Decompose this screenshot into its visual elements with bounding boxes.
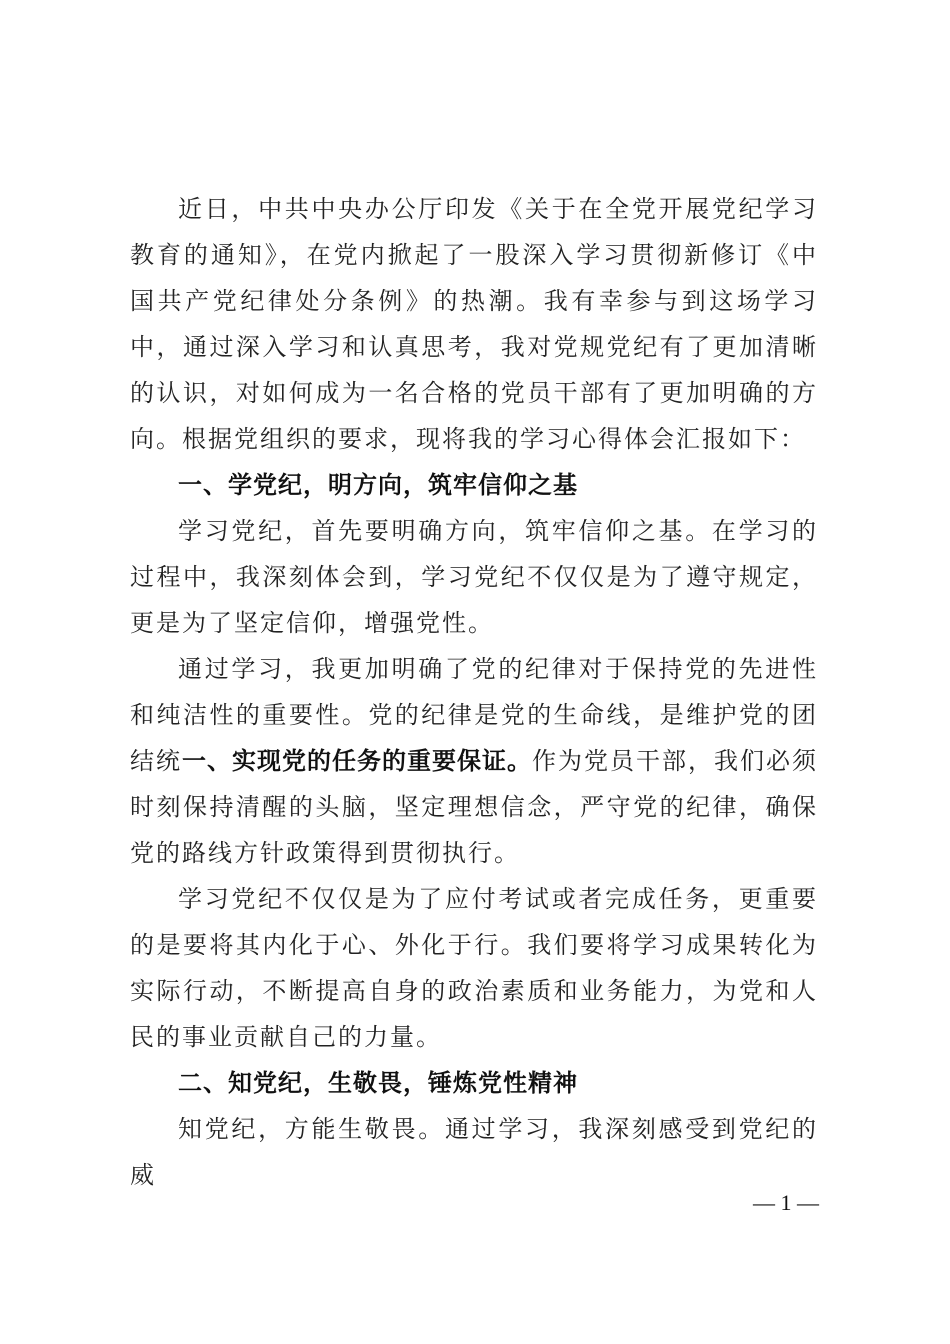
page-number: — 1 —: [753, 1190, 819, 1215]
paragraph-text: 通过学习，我更加明确了党的纪律对于保持党的先进性和纯洁性的重要性。党的纪律是党的生命线，是维护党的团结统: [130, 655, 818, 775]
section-1-paragraph-3: 学习党纪不仅仅是为了应付考试或者完成任务，更重要的是要将其内化于心、外化于行。我们要将学习成果转化为实际行动，不断提高自身的政治素质和业务能力，为党和人民的事业贡献自己的力量。: [130, 885, 818, 1051]
section-heading-1: 一、学党纪，明方向，筑牢信仰之基: [178, 471, 578, 499]
section-1-paragraph-2: [130, 646, 818, 876]
section-heading-2: 二、知党纪，生敬畏，锤炼党性精神: [178, 1069, 578, 1097]
section-1-paragraph-1: 学习党纪，首先要明确方向，筑牢信仰之基。在学习的过程中，我深刻体会到，学习党纪不仅仅是为了遵守规定，更是为了坚定信仰，增强党性。: [130, 517, 818, 637]
paragraph-text: 作为党员干部，我们必须时刻保持清醒的头脑，坚定理想信念，严守党的纪律，确保党的路线方针政策得到贯彻执行。: [130, 747, 818, 867]
document-body: [130, 186, 818, 1198]
section-2-paragraph-1: 知党纪，方能生敬畏。通过学习，我深刻感受到党纪的威: [130, 1115, 818, 1189]
bold-emphasis-text: 一、实现党的任务的重要保证。: [182, 747, 532, 775]
intro-paragraph: 近日，中共中央办公厅印发《关于在全党开展党纪学习教育的通知》，在党内掀起了一股深入学习贯彻新修订《中国共产党纪律处分条例》的热潮。我有幸参与到这场学习中，通过深入学习和认真思考，我对党规党纪有了更加清晰的认识，对如何成为一名合格的党员干部有了更加明确的方向。根据党组织的要求，现将我的学习心得体会汇报如下：: [130, 195, 818, 453]
